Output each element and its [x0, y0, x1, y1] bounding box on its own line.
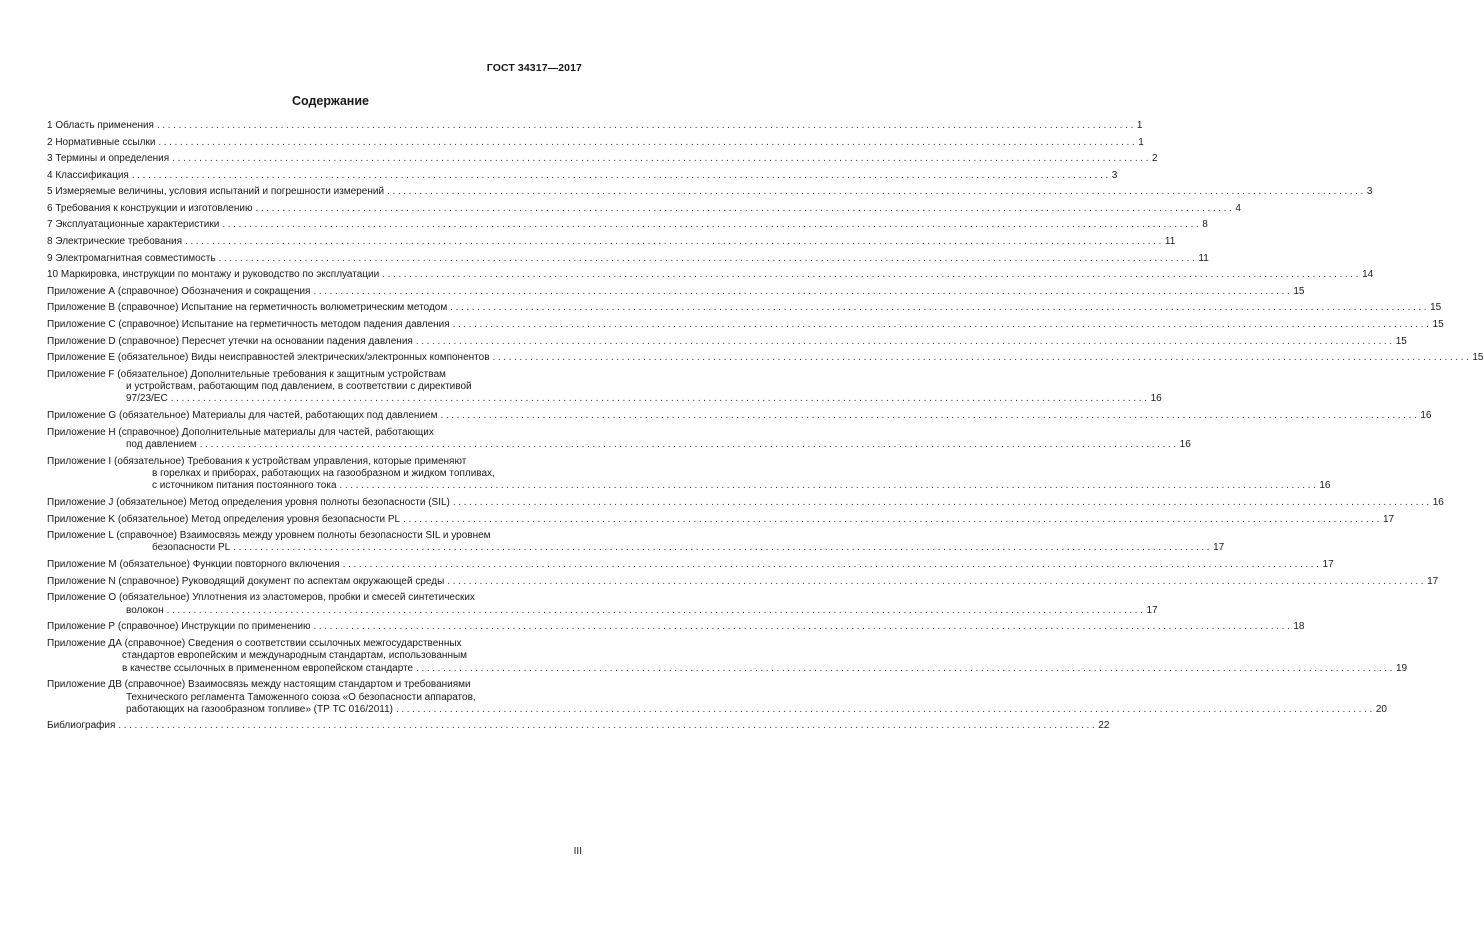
toc-entry-line	[47, 592, 576, 604]
toc-entry-line	[47, 285, 1305, 298]
toc-entry[interactable]	[47, 252, 1209, 265]
toc-page-number: 15	[1432, 318, 1444, 330]
toc-entry[interactable]	[47, 513, 1395, 526]
toc-entry-text: с источником питания постоянного тока	[152, 480, 337, 492]
toc-page-number: 3	[1366, 186, 1373, 198]
toc-page-number: 14	[1362, 269, 1374, 281]
toc-entry-text: волокон	[126, 604, 164, 616]
toc-dot-leader: ......................................................................................................................................................................................	[255, 202, 1235, 214]
toc-entry-text: в горелках и приборах, работающих на газообразном и жидком топливах,	[152, 467, 495, 479]
toc-entry-continuation	[47, 542, 1225, 554]
toc-entry[interactable]	[47, 269, 1374, 281]
toc-entry-text: 1 Область применения	[47, 120, 154, 131]
toc-entry-continuation	[47, 480, 1331, 492]
toc-entry-continuation	[47, 468, 576, 480]
toc-page-number: 16	[1179, 439, 1191, 450]
toc-entry-line	[47, 169, 1118, 182]
toc-entry[interactable]	[47, 202, 1241, 215]
toc-entry[interactable]	[47, 410, 1432, 422]
toc-entry[interactable]	[47, 236, 1176, 248]
toc-page-number: 1	[1138, 136, 1144, 148]
toc-dot-leader: ......................................................................................................................................................................................	[233, 542, 1213, 554]
toc-entry[interactable]	[47, 496, 1444, 509]
toc-entry-text: 7 Эксплуатационные характеристики	[47, 219, 220, 231]
toc-dot-leader: ......................................................................................................................................................................................	[342, 559, 1322, 571]
toc-entry-text: безопасности PL	[152, 542, 231, 554]
toc-entry-text: 9 Электромагнитная совместимость	[47, 252, 216, 264]
toc-entry[interactable]	[47, 120, 1143, 132]
toc-entry-text: Приложение G (обязательное) Материалы для частей, работающих под давлением	[47, 410, 438, 422]
toc-entry-text: работающих на газообразном топливе» (ТР ТС 016/2011)	[126, 703, 393, 715]
toc-page-number: 20	[1375, 703, 1387, 715]
toc-entry-text: Приложение М (обязательное) Функции повторного включения	[47, 559, 340, 571]
toc-page-number: 16	[1150, 393, 1162, 405]
standard-code: ГОСТ 34317—2017	[486, 62, 582, 74]
toc-entry-line	[47, 120, 1143, 132]
toc-page-number: 16	[1420, 410, 1432, 422]
toc-dot-leader: ......................................................................................................................................................................................	[395, 703, 1375, 715]
toc-entry-text: в качестве ссылочных в примененном европейском стандарте	[122, 662, 414, 674]
toc-entry-line	[47, 186, 1373, 198]
toc-entry[interactable]	[47, 153, 1158, 165]
toc-entry-line	[47, 496, 1444, 509]
toc-entry-text: Приложение Р (справочное) Инструкции по применению	[47, 621, 311, 633]
toc-page-number: 11	[1164, 236, 1176, 248]
toc-entry-text: Приложение Н (справочное) Дополнительные материалы для частей, работающих	[47, 426, 434, 438]
toc-dot-leader: ......................................................................................................................................................................................	[452, 318, 1432, 330]
toc-entry-line	[47, 302, 1442, 314]
toc-entry-line	[47, 530, 576, 542]
toc-entry[interactable]	[47, 426, 1191, 452]
toc-entry-text: Технического регламента Таможенного союза «О безопасности аппаратов,	[126, 691, 476, 703]
toc-entry-line	[47, 720, 1110, 732]
toc-entry[interactable]	[47, 169, 1118, 182]
toc-entry-line	[47, 427, 576, 439]
toc-entry-continuation	[47, 650, 576, 662]
toc-entry-text: Приложение ДВ (справочное) Взаимосвязь между настоящим стандартом и требованиями	[47, 679, 471, 691]
toc-entry-text: Приложение D (справочное) Пересчет утечки на основании падения давления	[47, 335, 413, 347]
toc-entry-continuation	[47, 393, 1162, 405]
toc-dot-leader: ......................................................................................................................................................................................	[118, 720, 1098, 732]
toc-entry-continuation	[47, 692, 576, 704]
toc-entry-line	[47, 136, 1144, 149]
toc-entry[interactable]	[47, 575, 1439, 588]
toc-dot-leader: ......................................................................................................................................................................................	[382, 269, 1362, 281]
toc-page-number: 15	[1395, 335, 1407, 347]
toc-dot-leader: ......................................................................................................................................................................................	[416, 662, 1395, 674]
toc-entry-line	[47, 575, 1439, 588]
toc-page-number: 8	[1202, 219, 1208, 231]
toc-dot-leader: ......................................................................................................................................................................................	[185, 236, 1164, 248]
toc-entry-continuation	[47, 703, 1387, 716]
toc-dot-leader: ......................................................................................................................................................................................	[447, 575, 1427, 587]
toc-entry-text: Приложение А (справочное) Обозначения и сокращения	[47, 285, 311, 297]
toc-dot-leader: ......................................................................................................................................................................................	[415, 335, 1395, 347]
toc-dot-leader: ......................................................................................................................................................................................	[218, 252, 1198, 264]
toc-entry-text: Приложение L (справочное) Взаимосвязь между уровнем полноты безопасности SIL и уровнем	[47, 530, 491, 542]
toc-page-number: 15	[1430, 302, 1442, 314]
toc-page-number: 22	[1098, 720, 1110, 732]
toc-entry-text: Приложение J (обязательное) Метод определения уровня полноты безопасности (SIL)	[47, 496, 450, 508]
toc-entry[interactable]	[47, 318, 1444, 331]
toc-page-number: 17	[1146, 604, 1158, 616]
toc-page-number: 3	[1111, 169, 1118, 181]
toc-entry-line	[47, 352, 1484, 364]
toc-entry-line	[47, 318, 1444, 331]
toc-dot-leader: ......................................................................................................................................................................................	[158, 136, 1138, 148]
toc-entry-line	[47, 269, 1374, 281]
toc-entry-line	[47, 621, 1305, 633]
toc-page-number: 18	[1293, 621, 1305, 633]
toc-entry-text: 4 Классификация	[47, 169, 129, 181]
toc-entry-line	[47, 219, 1208, 231]
toc-entry[interactable]	[47, 530, 1225, 555]
toc-entry-line	[47, 153, 1158, 165]
toc-entry[interactable]	[47, 455, 1331, 493]
toc-entry-text: 2 Нормативные ссылки	[47, 136, 156, 148]
table-of-contents	[47, 120, 1484, 737]
toc-entry[interactable]	[47, 679, 1387, 716]
toc-entry-line	[47, 202, 1241, 215]
toc-entry-text: 8 Электрические требования	[47, 236, 183, 248]
toc-entry[interactable]	[47, 186, 1373, 198]
toc-dot-leader: ......................................................................................................................................................................................	[339, 480, 1319, 492]
toc-page-number: 15	[1472, 352, 1484, 364]
toc-dot-leader: ......................................................................................................................................................................................	[166, 604, 1146, 616]
toc-dot-leader: ......................................................................................................................................................................................	[492, 352, 1472, 364]
toc-entry-line	[47, 236, 1176, 248]
toc-entry-continuation	[47, 604, 1158, 617]
toc-entry-text: Приложение F (обязательное) Дополнительные требования к защитным устройствам	[47, 368, 446, 380]
toc-entry-text: Приложение В (справочное) Испытание на герметичность волюметрическим методом	[47, 302, 448, 314]
toc-entry[interactable]	[47, 352, 1484, 364]
toc-dot-leader: ......................................................................................................................................................................................	[222, 219, 1202, 231]
toc-entry[interactable]	[47, 637, 1408, 675]
toc-page-number: 17	[1427, 575, 1439, 587]
toc-entry[interactable]	[47, 592, 1158, 617]
toc-entry-text: Приложение Е (обязательное) Виды неисправностей электрических/электронных компонентов	[47, 352, 490, 364]
toc-entry-line	[47, 335, 1407, 348]
toc-page-number: 16	[1432, 496, 1444, 508]
toc-entry-line	[47, 638, 576, 650]
toc-entry-text: 97/23/ЕС	[126, 393, 168, 405]
toc-entry-line	[47, 410, 1432, 422]
toc-entry-text: 10 Маркировка, инструкции по монтажу и руководство по эксплуатации	[47, 269, 380, 281]
toc-entry-continuation	[47, 662, 1408, 675]
toc-entry-text: Приложение ДА (справочное) Сведения о соответствии ссылочных межгосударственных	[47, 637, 462, 649]
toc-page-number: 15	[1293, 285, 1305, 297]
toc-page-number: 2	[1152, 153, 1158, 165]
toc-entry-line	[47, 456, 576, 468]
toc-entry-text: Приложение О (обязательное) Уплотнения из эластомеров, пробки и смесей синтетических	[47, 592, 475, 604]
toc-entry-text: под давлением	[126, 439, 197, 450]
toc-entry-continuation	[47, 381, 576, 393]
toc-entry-line	[47, 252, 1209, 265]
toc-dot-leader: ......................................................................................................................................................................................	[170, 393, 1150, 405]
toc-page-number: 11	[1198, 252, 1209, 264]
toc-entry[interactable]	[47, 368, 1162, 406]
toc-entry[interactable]	[47, 335, 1407, 348]
toc-dot-leader: ......................................................................................................................................................................................	[313, 285, 1293, 297]
toc-entry-line	[47, 369, 576, 381]
toc-dot-leader: ......................................................................................................................................................................................	[440, 410, 1420, 422]
toc-entry-text: 6 Требования к конструкции и изготовлению	[47, 202, 253, 214]
toc-page-number: 1	[1136, 120, 1143, 131]
toc-entry[interactable]	[47, 302, 1442, 314]
toc-dot-leader: ......................................................................................................................................................................................	[452, 496, 1432, 508]
toc-entry[interactable]	[47, 136, 1144, 149]
toc-dot-leader: ......................................................................................................................................................................................	[450, 302, 1430, 314]
toc-entry[interactable]	[47, 720, 1110, 732]
toc-entry-line	[47, 679, 576, 691]
toc-dot-leader: ......................................................................................................................................................................................	[131, 169, 1111, 181]
toc-page-number: 17	[1382, 513, 1395, 525]
toc-entry-continuation	[47, 439, 1191, 451]
toc-title: Содержание	[291, 94, 369, 108]
toc-entry[interactable]	[47, 559, 1334, 571]
toc-page-number: 19	[1395, 662, 1408, 674]
toc-dot-leader: ......................................................................................................................................................................................	[199, 439, 1179, 450]
toc-entry[interactable]	[47, 621, 1305, 633]
toc-dot-leader: ......................................................................................................................................................................................	[313, 621, 1293, 633]
toc-page-number: 16	[1319, 480, 1331, 492]
toc-entry-text: стандартов европейским и международным стандартам, использованным	[122, 650, 468, 662]
toc-entry-text: 5 Измеряемые величины, условия испытаний и погрешности измерений	[47, 186, 385, 198]
toc-entry-text: Библиография	[47, 720, 116, 732]
toc-dot-leader: ......................................................................................................................................................................................	[156, 120, 1136, 131]
toc-entry-line	[47, 559, 1334, 571]
toc-dot-leader: ......................................................................................................................................................................................	[387, 186, 1366, 198]
toc-entry-text: Приложение N (справочное) Руководящий документ по аспектам окружающей среды	[47, 575, 445, 587]
toc-page-number: 4	[1235, 202, 1241, 214]
toc-dot-leader: ......................................................................................................................................................................................	[172, 153, 1152, 165]
toc-page-number: 17	[1213, 542, 1225, 554]
toc-page-number: 17	[1322, 559, 1334, 571]
toc-entry-text: и устройствам, работающим под давлением, в соответствии с директивой	[126, 381, 472, 393]
toc-entry-text: Приложение I (обязательное) Требования к устройствам управления, которые применяют	[47, 455, 467, 467]
toc-entry-text: Приложение С (справочное) Испытание на герметичность методом падения давления	[47, 318, 450, 330]
toc-entry-text: 3 Термины и определения	[47, 153, 170, 165]
page-number: III	[573, 846, 582, 857]
toc-entry-text: Приложение K (обязательное) Метод определения уровня безопасности PL	[47, 513, 401, 525]
toc-dot-leader: ......................................................................................................................................................................................	[403, 513, 1382, 525]
toc-entry-line	[47, 513, 1395, 526]
toc-entry[interactable]	[47, 219, 1208, 231]
toc-entry[interactable]	[47, 285, 1305, 298]
